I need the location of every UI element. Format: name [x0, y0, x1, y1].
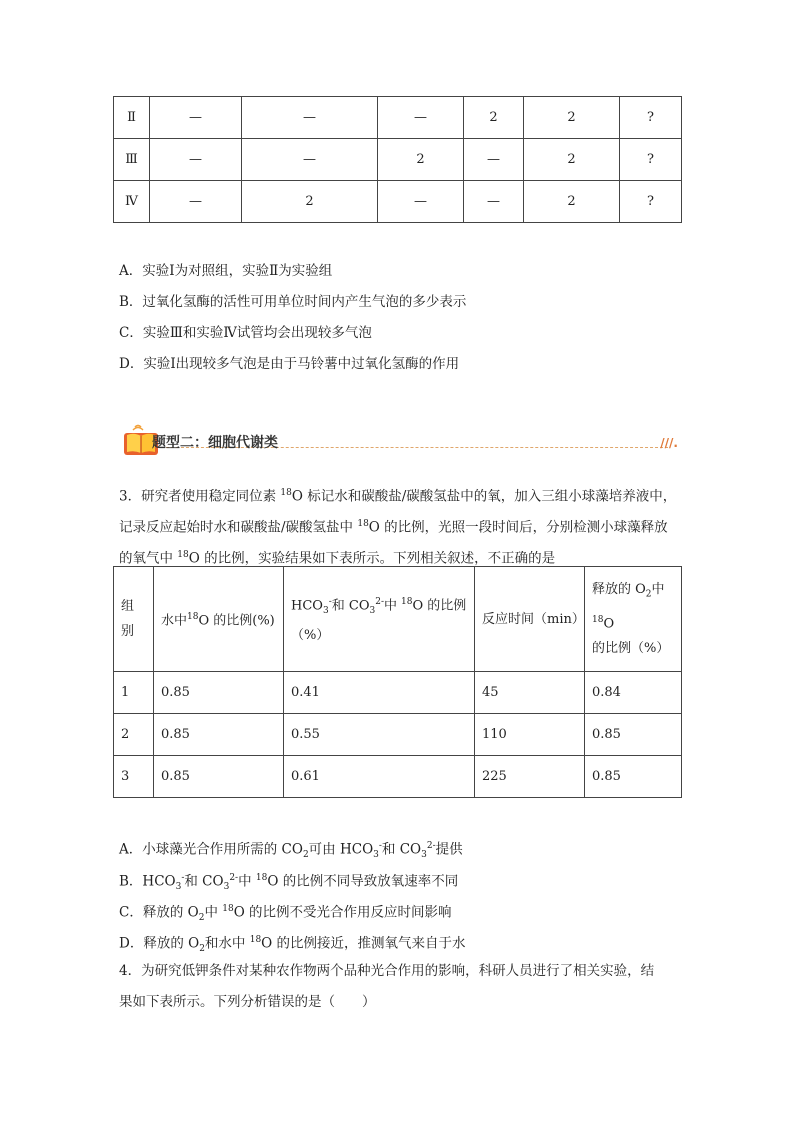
table-cell: — — [464, 139, 524, 181]
table-cell: 0.55 — [284, 714, 475, 756]
table-header-row — [114, 567, 682, 672]
table-cell: 0.41 — [284, 672, 475, 714]
banner-slashes-decoration: ///. — [660, 436, 678, 450]
table-cell: 2 — [378, 139, 464, 181]
table-row — [114, 672, 682, 714]
q2-option-c: C．实验Ⅲ和实验Ⅳ试管均会出现较多气泡 — [119, 325, 372, 341]
table-cell: — — [242, 139, 378, 181]
table-cell: — — [150, 139, 242, 181]
table-cell: 2 — [524, 139, 620, 181]
table-cell: 0.85 — [585, 714, 682, 756]
q2-option-b: B．过氧化氢酶的活性可用单位时间内产生气泡的多少表示 — [119, 294, 467, 310]
table-cell: — — [242, 97, 378, 139]
table-cell: 2 — [524, 181, 620, 223]
table-cell: Ⅲ — [114, 139, 150, 181]
q3-option-b: B．$HCO_3^-$和 $CO_3^{2-}$中 $^{18}$O 的比例不同导致放氧速率不同 — [119, 873, 459, 893]
table-cell: ? — [620, 181, 682, 223]
table-cell: 225 — [475, 756, 585, 798]
table-cell: 2 — [524, 97, 620, 139]
q2-option-d: D．实验Ⅰ出现较多气泡是由于马铃薯中过氧化氢酶的作用 — [119, 356, 460, 372]
table-cell: — — [378, 97, 464, 139]
q4-line-2: 果如下表所示。下列分析错误的是（ ） — [119, 994, 376, 1010]
table-cell: 0.61 — [284, 756, 475, 798]
header-o2-ratio: 释放的 $O_2$中 $^{18}$O 的比例（%） — [585, 567, 682, 672]
table-cell: 2 — [464, 97, 524, 139]
table-cell: 0.85 — [154, 714, 284, 756]
table-cell: Ⅳ — [114, 181, 150, 223]
table-cell: 0.85 — [154, 756, 284, 798]
header-reaction-time: 反应时间（min） — [475, 567, 585, 672]
header-carbonate-ratio: $HCO_3^-$和 $CO_3^{2-}$中 $^{18}$O 的比例 （%） — [284, 567, 475, 672]
table-cell: 0.85 — [585, 756, 682, 798]
section-banner — [121, 423, 686, 459]
q3-option-a: A．小球藻光合作用所需的 $CO_2$可由 $HCO_3^-$和 $CO_3^{2-}$提供 — [119, 841, 463, 861]
table-row — [114, 714, 682, 756]
table-row — [114, 97, 682, 139]
table-cell: 45 — [475, 672, 585, 714]
q3-option-c: C．释放的 $O_2$中 $^{18}$O 的比例不受光合作用反应时间影响 — [119, 904, 452, 924]
table-cell: — — [150, 181, 242, 223]
table-row — [114, 139, 682, 181]
table-cell: ? — [620, 97, 682, 139]
header-group: 组 别 — [114, 567, 154, 672]
q2-option-a: A．实验Ⅰ为对照组，实验Ⅱ为实验组 — [119, 263, 333, 279]
q3-line-2: 记录反应起始时水和碳酸盐/碳酸氢盐中 $^{18}$O 的比例，光照一段时间后，分别检测小球藻释放 — [119, 519, 668, 536]
q4-line-1: 4．为研究低钾条件对某种农作物两个品种光合作用的影响，科研人员进行了相关实验，结 — [119, 963, 655, 979]
table-row — [114, 756, 682, 798]
table-cell: 0.84 — [585, 672, 682, 714]
table-cell: 3 — [114, 756, 154, 798]
table-cell: ? — [620, 139, 682, 181]
q3-option-d: D．释放的 $O_2$和水中 $^{18}$O 的比例接近，推测氧气来自于水 — [119, 935, 466, 955]
table-cell: — — [378, 181, 464, 223]
q3-line-1: 3．研究者使用稳定同位素 $^{18}$O 标记水和碳酸盐/碳酸氢盐中的氧，加入三组小球藻培养液中， — [119, 488, 677, 505]
table-cell: 2 — [242, 181, 378, 223]
isotope-results-table — [113, 566, 682, 798]
table-cell: 1 — [114, 672, 154, 714]
table-cell: 110 — [475, 714, 585, 756]
table-cell: 2 — [114, 714, 154, 756]
table-cell: — — [150, 97, 242, 139]
table-cell: Ⅱ — [114, 97, 150, 139]
header-water-ratio: 水中$^{18}$O 的比例(%) — [154, 567, 284, 672]
table-cell: 0.85 — [154, 672, 284, 714]
experiment-table-1 — [113, 96, 682, 223]
table-cell: — — [464, 181, 524, 223]
section-title: 题型二：细胞代谢类 — [152, 435, 278, 451]
q3-line-3: 的氧气中 $^{18}$O 的比例，实验结果如下表所示。下列相关叙述，不正确的是 — [119, 550, 556, 567]
table-row — [114, 181, 682, 223]
